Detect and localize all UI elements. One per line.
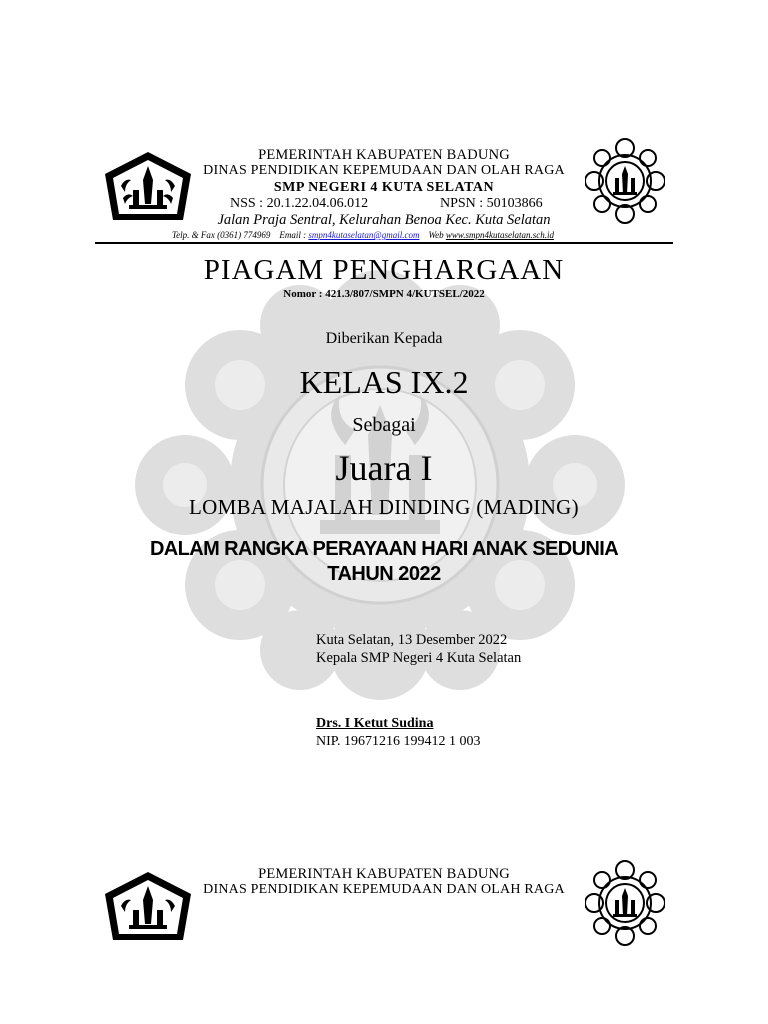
government-name: PEMERINTAH KABUPATEN BADUNG: [258, 147, 510, 163]
occasion-line2: TAHUN 2022: [327, 563, 441, 585]
phone-fax: Telp. & Fax (0361) 774969: [172, 230, 271, 240]
web-label: Web: [428, 230, 444, 240]
place-date: Kuta Selatan, 13 Desember 2022: [316, 632, 508, 648]
nss-number: NSS : 20.1.22.04.06.012: [230, 196, 369, 211]
email-label: Email :: [279, 230, 307, 240]
competition-name: LOMBA MAJALAH DINDING (MADING): [189, 495, 579, 519]
web-link[interactable]: www.smpn4kutaselatan.sch.id: [445, 230, 554, 240]
npsn-number: NPSN : 50103866: [440, 196, 543, 211]
signer-nip: NIP. 19671216 199412 1 003: [316, 734, 481, 749]
header-divider: [95, 242, 673, 244]
footer-government-name: PEMERINTAH KABUPATEN BADUNG: [258, 866, 510, 882]
footer-department-name: DINAS PENDIDIKAN KEPEMUDAAN DAN OLAH RAGA: [203, 882, 565, 897]
department-name: DINAS PENDIDIKAN KEPEMUDAAN DAN OLAH RAGA: [203, 163, 565, 178]
signer-name: Drs. I Ketut Sudina: [316, 716, 434, 731]
contact-line: [172, 230, 554, 240]
recipient-name: KELAS IX.2: [299, 364, 469, 400]
occasion-line1: DALAM RANGKA PERAYAAN HARI ANAK SEDUNIA: [149, 538, 619, 560]
given-to-label: Diberikan Kepada: [325, 330, 443, 347]
certificate-number: Nomor : 421.3/807/SMPN 4/KUTSEL/2022: [283, 288, 485, 300]
certificate-title: PIAGAM PENGHARGAAN: [203, 254, 565, 286]
email-link[interactable]: smpn4kutaselatan@gmail.com: [308, 230, 420, 240]
school-name: SMP NEGERI 4 KUTA SELATAN: [273, 180, 495, 195]
school-address: Jalan Praja Sentral, Kelurahan Benoa Kec. Kuta Selatan: [217, 212, 551, 228]
as-label: Sebagai: [352, 414, 416, 436]
signer-position: Kepala SMP Negeri 4 Kuta Selatan: [316, 650, 522, 666]
award-rank: Juara I: [335, 448, 433, 488]
